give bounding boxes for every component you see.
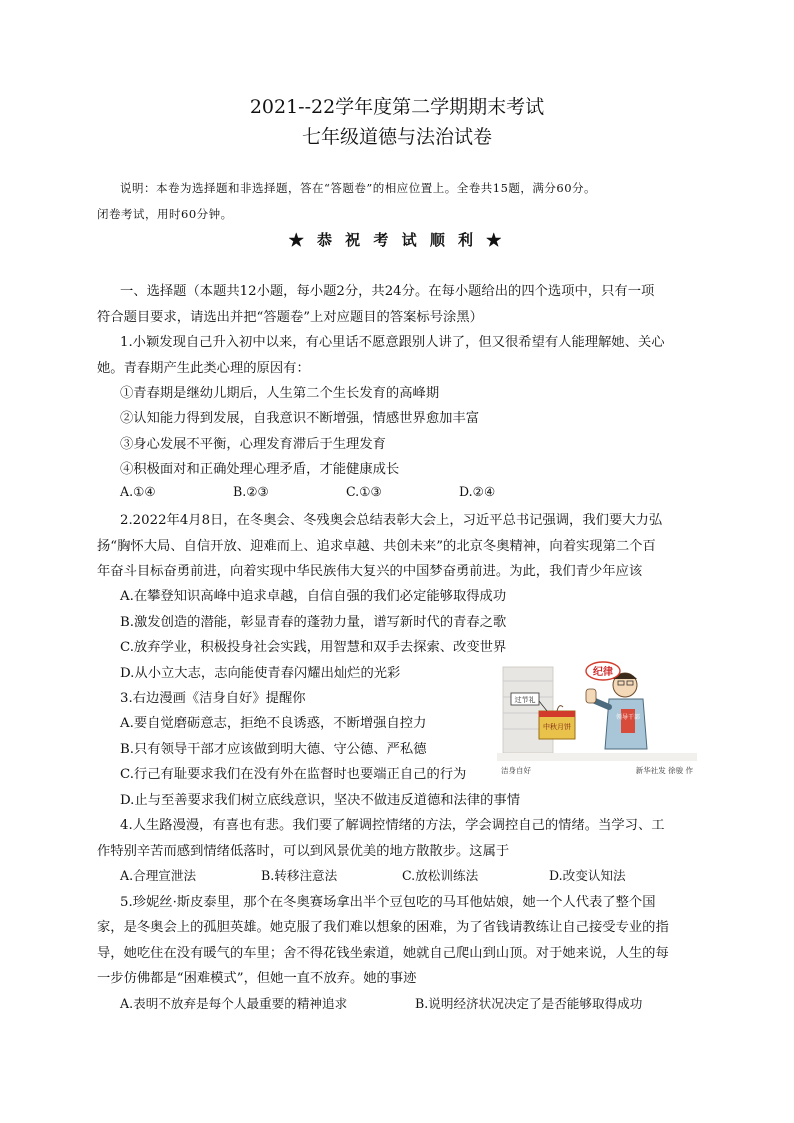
q2-option-c[interactable]: C.放弃学业，积极投身社会实践，用智慧和双手去探索、改变世界 xyxy=(120,640,507,655)
q3-option-a[interactable]: A.要自觉磨砺意志，拒绝不良诱惑，不断增强自控力 xyxy=(120,716,427,731)
q5-stem-line2: 家，是冬奥会上的孤胆英雄。她克服了我们难以想象的困难，为了省钱请教练让自己接受专业的指 xyxy=(97,920,669,935)
q4-stem-line1: 4.人生路漫漫，有喜也有悲。我们要了解调控情绪的方法，学会调控自己的情绪。当学习、工 xyxy=(120,818,665,833)
section-heading-line1: 一、选择题（本题共12小题，每小题2分，共24分。在每小题给出的四个选项中，只有一项 xyxy=(120,284,655,299)
q1-stem-line2: 她。青春期产生此类心理的原因有： xyxy=(97,361,310,376)
cartoon-image xyxy=(497,657,697,777)
q5-option-a[interactable]: A.表明不放弃是每个人最重要的精神追求 xyxy=(120,996,348,1011)
q2-stem-line2: 扬“胸怀大局、自信开放、迎难而上、追求卓越、共创未来”的北京冬奥精神，向着实现第二个百 xyxy=(97,539,656,554)
q2-option-d[interactable]: D.从小立大志，志向能使青春闪耀出灿烂的光彩 xyxy=(120,666,401,681)
exam-title: 2021--22学年度第二学期期末考试 xyxy=(249,96,545,118)
q2-option-b[interactable]: B.激发创造的潜能，彰显青春的蓬勃力量，谱写新时代的青春之歌 xyxy=(120,615,507,630)
q3-option-b[interactable]: B.只有领导干部才应该做到明大德、守公德、严私德 xyxy=(120,742,427,757)
q2-stem-line1: 2.2022年4月8日，在冬奥会、冬残奥会总结表彰大会上，习近平总书记强调，我们要大力弘 xyxy=(120,513,663,528)
q1-item-3: ③身心发展不平衡，心理发育滞后于生理发育 xyxy=(120,437,386,452)
q2-option-a[interactable]: A.在攀登知识高峰中追求卓越，自信自强的我们必定能够取得成功 xyxy=(120,589,507,604)
q1-option-b[interactable]: B.②③ xyxy=(233,484,269,499)
q1-option-a[interactable]: A.①④ xyxy=(120,484,156,499)
q3-option-d[interactable]: D.止与至善要求我们树立底线意识，坚决不做违反道德和法律的事情 xyxy=(120,793,521,808)
section-heading-line2: 符合题目要求，请选出并把“答题卷”上对应题目的答案标号涂黑） xyxy=(97,310,483,325)
q1-item-4: ④积极面对和正确处理心理矛盾，才能健康成长 xyxy=(120,462,400,477)
cartoon-person-label: 领导干部 xyxy=(615,714,641,721)
q4-stem-line2: 作特别辛苦而感到情绪低落时，可以到风景优美的地方散散步。这属于 xyxy=(97,844,510,859)
q5-stem-line3: 导，她吃住在没有暖气的车里；舍不得花钱坐索道，她就自己爬山到山顶。对于她来说，人生的每 xyxy=(97,946,669,961)
good-luck-motto: ★ 恭 祝 考 试 顺 利 ★ xyxy=(288,231,506,249)
cartoon-box-label: 中秋月饼 xyxy=(543,723,571,731)
q2-stem-line3: 年奋斗目标奋勇前进，向着实现中华民族伟大复兴的中国梦奋勇前进。为此，我们青少年应该 xyxy=(97,564,643,579)
q4-option-a[interactable]: A.合理宣泄法 xyxy=(120,868,197,883)
exam-subtitle: 七年级道德与法治试卷 xyxy=(301,126,492,148)
q4-option-c[interactable]: C.放松训练法 xyxy=(402,868,479,883)
q3-option-c[interactable]: C.行己有耻要求我们在没有外在监督时也要端正自己的行为 xyxy=(120,767,467,782)
cartoon-caption-right: 新华社发 徐骏 作 xyxy=(635,766,693,775)
q3-stem: 3.右边漫画《洁身自好》提醒你 xyxy=(120,691,306,706)
q5-stem-line1: 5.珍妮丝·斯皮泰里，那个在冬奥赛场拿出半个豆包吃的马耳他姑娘，她一个人代表了整个国 xyxy=(120,895,656,910)
q4-option-d[interactable]: D.改变认知法 xyxy=(549,868,626,883)
cartoon-gift-tag: 过节礼 xyxy=(514,696,536,704)
q1-option-d[interactable]: D.②④ xyxy=(459,484,496,499)
q4-option-b[interactable]: B.转移注意法 xyxy=(261,868,338,883)
q1-stem-line1: 1.小颖发现自己升入初中以来，有心里话不愿意跟别人讲了，但又很希望有人能理解她、关心 xyxy=(120,335,665,350)
q5-stem-line4: 一步仿佛都是“困难模式”，但她一直不放弃。她的事迹 xyxy=(97,971,417,986)
q5-option-b[interactable]: B.说明经济状况决定了是否能够取得成功 xyxy=(415,996,643,1011)
cartoon-bubble-text: 纪律 xyxy=(593,667,613,678)
q1-item-2: ②认知能力得到发展，自我意识不断增强，情感世界愈加丰富 xyxy=(120,411,480,426)
instructions-line1: 说明：本卷为选择题和非选择题，答在“答题卷”的相应位置上。全卷共15题，满分60分。 xyxy=(120,181,597,195)
q1-item-1: ①青春期是继幼儿期后，人生第二个生长发育的高峰期 xyxy=(120,386,440,401)
instructions-line2: 闭卷考试，用时60分钟。 xyxy=(97,207,233,221)
cartoon-drawing xyxy=(497,657,697,777)
cartoon-caption-left: 洁身自好 xyxy=(501,766,531,775)
q1-option-c[interactable]: C.①③ xyxy=(346,484,382,499)
